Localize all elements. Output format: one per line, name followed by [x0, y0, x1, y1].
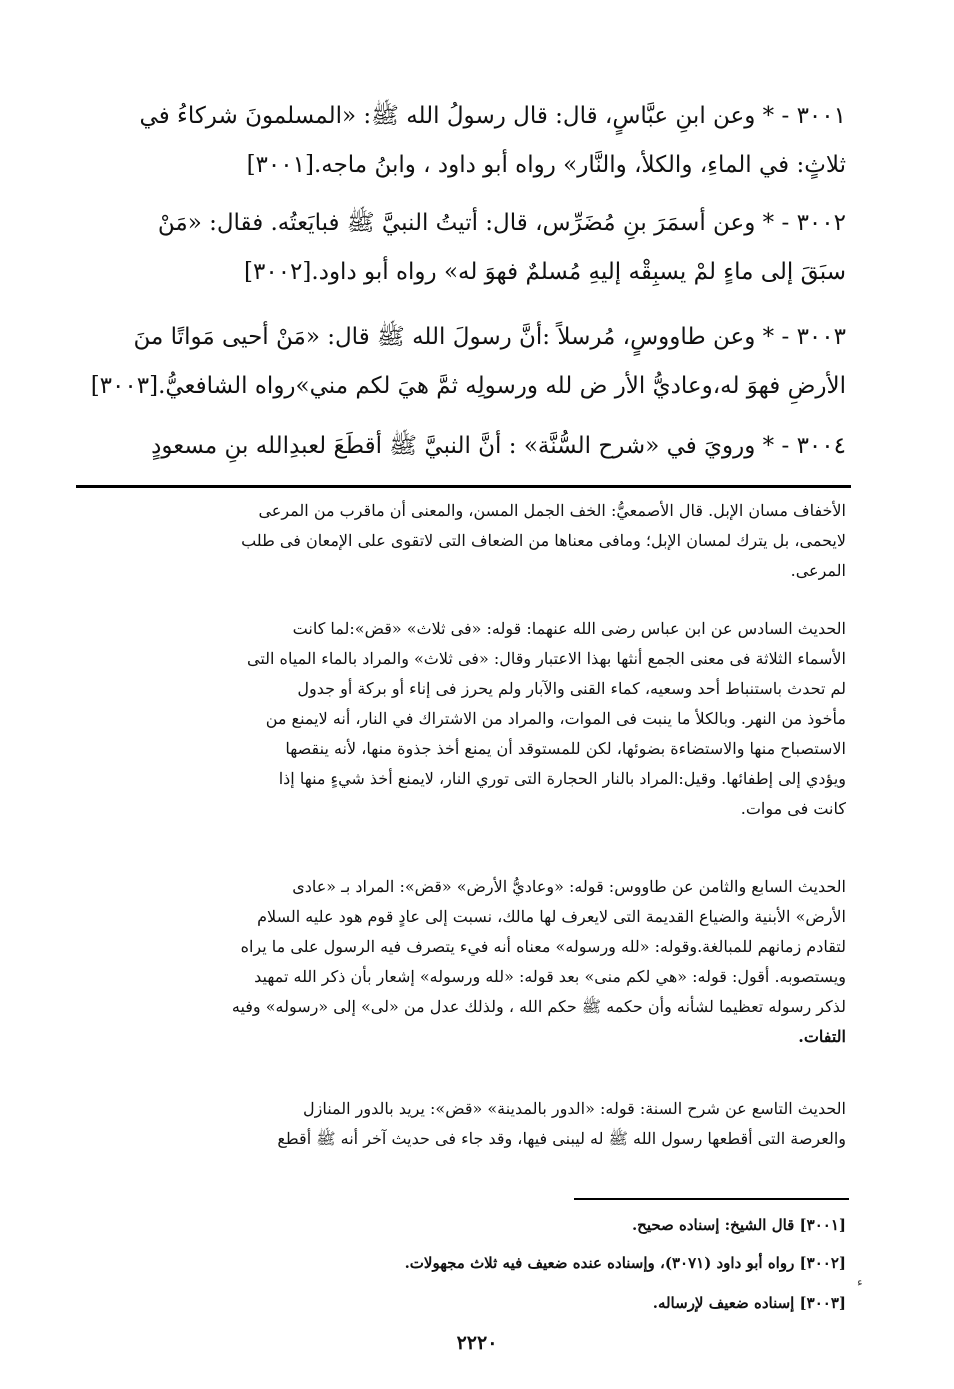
commentary-line: الأرض» الأبنية والضياع القديمة التى لايعرف لها مالك، نسبت إلى عادٍ قوم هود عليه السلام: [257, 907, 846, 926]
commentary-line: الحديث السابع والثامن عن طاووس: قوله: «وعاديُّ الأرض» «قض»: المراد بـ «عادى: [292, 877, 846, 896]
commentary-line: ويستصوبه. أقول: قوله: «هي لكم منى» بعد قوله: «لله ورسوله» إشعار بأن ذكر الله تمهيد: [254, 967, 846, 986]
hadith-line: ٣٠٠٢ - * وعن أسمَرَ بنِ مُضَرِّس، قال: أتيتُ النبيَّ ﷺ فبايَعتُه. فقال: «مَنْ: [157, 210, 846, 236]
commentary-line: لم تحدث باستنباط أحد وسعيه، كماء القنى والآبار ولم يحرز فى إناء أو بركة أو جدول: [297, 679, 846, 698]
commentary-line: الأسماء الثلاثة فى معنى الجمع أنثها بهذا الاعتبار وقال: «فى ثلاث» والمراد بالماء المياه التى: [246, 649, 846, 668]
commentary-line: الأخفاف مسان الإبل. قال الأصمعيُّ: الخف الجمل المسن، والمعنى أن ماقرب من المرعى: [258, 501, 846, 520]
hadith-line: ٣٠٠١ - * وعن ابنِ عبَّاسٍ، قال: قال رسولُ الله ﷺ: «المسلمونَ شركاءُ في: [139, 103, 846, 129]
footnote-rule: [574, 1198, 849, 1200]
footnote: [٣٠٠٣] إسناده ضعيف لإرساله.: [652, 1294, 846, 1312]
commentary-line: الاستصباح منها والاستضاءة بضوئها، لكن للمستوقد أن يمنع أخذ جذوة منها، لأنه ينقصها: [285, 739, 846, 758]
commentary-line: الحديث التاسع عن شرح السنة: قوله: «الدور بالمدينة» «قض»: يريد بالدور المنازل: [302, 1099, 846, 1118]
hadith-3002: [76, 199, 846, 297]
commentary-line: الحديث السادس عن ابن عباس رضى الله عنهما: قوله: «فى ثلاث» «قض»:لما كانت: [292, 619, 846, 638]
margin-mark: ء: [857, 1275, 863, 1289]
commentary-paragraph: [76, 496, 846, 586]
hadith-line: سبَقَ إلى ماءٍ لمْ يسبِقْه إليهِ مُسلمٌ فهوَ له» رواه أبو داود.[٣٠٠٢]: [244, 259, 846, 285]
commentary-paragraph: [76, 872, 846, 1052]
hadith-3001: [76, 92, 846, 190]
hadith-3004: [76, 422, 846, 471]
commentary-line: لايحمى، بل يترك لمسان الإبل؛ ومافى معناها من الضعاف التى لاتقوى على الإمعان فى طلب: [241, 531, 846, 550]
commentary-line: والعرصة التى أقطعها رسول الله ﷺ له ليبنى فيها، وقد جاء فى حديث آخر أنه ﷺ أقطع: [277, 1129, 846, 1148]
hadith-line: ٣٠٠٣ - * وعن طاووسٍ، مُرسلاً :أنَّ رسولَ الله ﷺ قال: «مَنْ أحيى مَواتًا منَ: [133, 324, 846, 350]
separator-rule: [76, 485, 851, 488]
commentary-line: ويؤدي إلى إطفائها. وقيل:المراد بالنار الحجارة التى توري النار، لايمنع أخذ شيءٍ منها إذا: [278, 769, 846, 788]
commentary-line: لذكر رسوله تعظيما لشأنه وأن حكمه ﷺ حكم الله ، ولذلك عدل من «لى» إلى «رسوله» وفيه: [231, 997, 846, 1016]
commentary-line: التفات.: [798, 1027, 846, 1046]
commentary-paragraph: [76, 1094, 846, 1154]
footnote: [٣٠٠١] قال الشيخ: إسناده صحيح.: [631, 1216, 846, 1234]
commentary-paragraph: [76, 614, 846, 824]
hadith-line: الأرضِ فهوَ له،وعاديُّ الأر ض لله ورسولِه ثمَّ هيَ لكم مني»رواه الشافعيُّ.[٣٠٠٣]: [90, 373, 846, 399]
commentary-line: المرعى.: [790, 561, 846, 580]
commentary-line: كانت فى موات.: [740, 799, 846, 818]
page-number: ٢٢٢٠: [456, 1332, 498, 1354]
hadith-line: ٣٠٠٤ - * ورويَ في «شرح السُّنَّة» : أنَّ النبيَّ ﷺ أقطَعَ لعبدِالله بنِ مسعودٍ: [151, 433, 846, 459]
hadith-3003: [76, 313, 846, 411]
commentary-line: مأخوذ من النهر. وبالكلأ ما ينبت فى الموات، والمراد من الاشتراك في النار، أنه لايمنع من: [265, 709, 846, 728]
footnote: [٣٠٠٢] رواه أبو داود (٣٠٧١)، وإسناده عنده ضعيف فيه ثلاث مجهولات.: [404, 1254, 846, 1272]
hadith-line: ثلاثٍ: في الماءِ، والكلأ، والنَّار» رواه أبو داود ، وابنُ ماجه.[٣٠٠١]: [246, 152, 846, 178]
commentary-line: لتقادم زمانهم للمبالغة.وقوله: «لله ورسوله» معناه أنه فيء يتصرف فيه الرسول على ما يراه: [240, 937, 846, 956]
